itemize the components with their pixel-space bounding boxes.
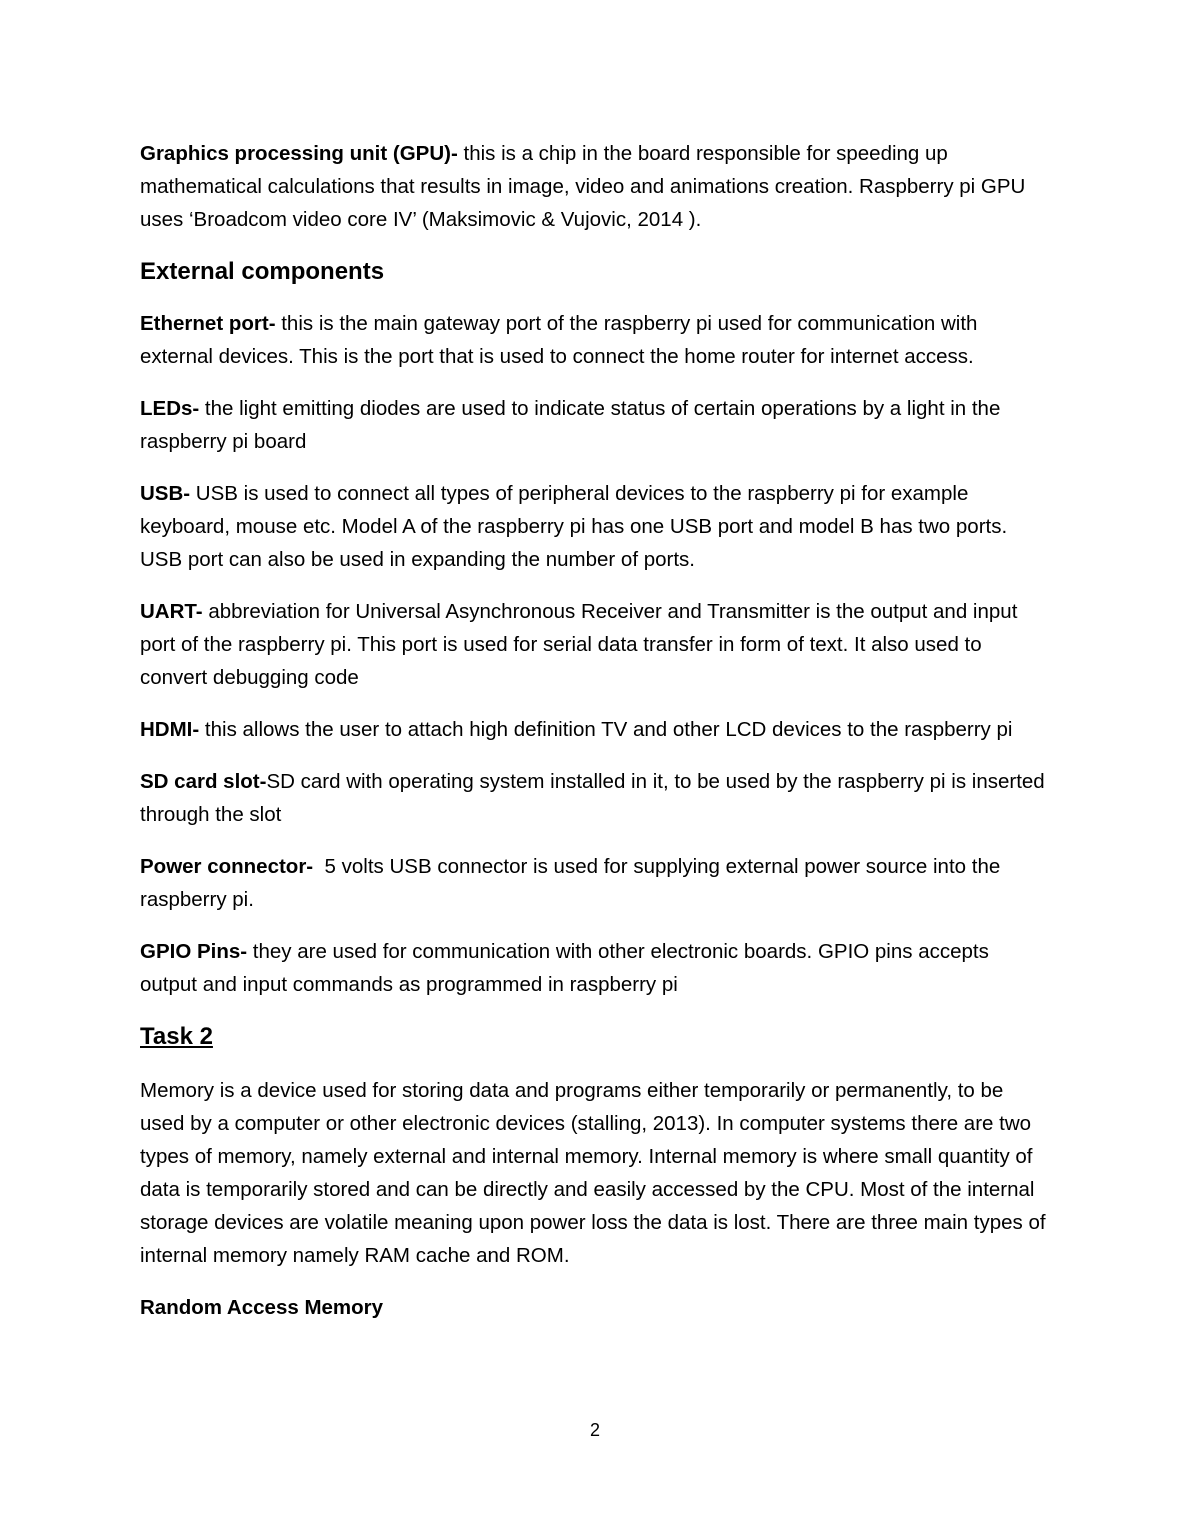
usb-term: USB- — [140, 482, 191, 505]
ethernet-term: Ethernet port- — [140, 312, 276, 335]
hdmi-paragraph — [140, 713, 1050, 746]
gpio-text: they are used for communication with other electronic boards. GPIO pins accepts output and input commands as programmed in raspberry pi — [140, 940, 989, 996]
usb-paragraph — [140, 477, 1050, 576]
gpu-text: this is a chip in the board responsible for speeding up mathematical calculations that results in image, video and animations creation. Raspberry pi GPU uses ‘Broadcom video core IV’ (Maksimovic & Vujovic, 2014 ). — [140, 142, 1026, 231]
ethernet-paragraph — [140, 307, 1050, 373]
hdmi-term: HDMI- — [140, 718, 200, 741]
hdmi-text: this allows the user to attach high definition TV and other LCD devices to the raspberry pi — [199, 718, 1013, 741]
leds-text: the light emitting diodes are used to indicate status of certain operations by a light in the raspberry pi board — [140, 397, 1001, 453]
external-components-heading: External components — [140, 258, 385, 285]
document-page — [140, 137, 1050, 1324]
power-connector-text: 5 volts USB connector is used for supplying external power source into the raspberry pi. — [140, 855, 1006, 911]
ethernet-text: this is the main gateway port of the raspberry pi used for communication with external devices. This is the port that is used to connect the home router for internet access. — [140, 312, 978, 368]
uart-term: UART- — [140, 600, 203, 623]
sd-card-paragraph — [140, 765, 1050, 831]
power-connector-term: Power connector- — [140, 855, 314, 878]
random-access-memory-subheading: Random Access Memory — [140, 1296, 384, 1319]
leds-paragraph — [140, 392, 1050, 458]
uart-text: abbreviation for Universal Asynchronous Receiver and Transmitter is the output and input port of the raspberry pi. This port is used for serial data transfer in form of text. It also used to convert debugging code — [140, 600, 1018, 689]
sd-card-term: SD card slot- — [140, 770, 267, 793]
usb-text: USB is used to connect all types of peripheral devices to the raspberry pi for example keyboard, mouse etc. Model A of the raspberry pi has one USB port and model B has two ports. USB port can also be used in expanding the number of ports. — [140, 482, 1008, 571]
gpu-paragraph — [140, 137, 1050, 236]
power-connector-paragraph — [140, 850, 1050, 916]
gpio-paragraph — [140, 935, 1050, 1001]
memory-paragraph: Memory is a device used for storing data and programs either temporarily or permanently, to be used by a computer or other electronic devices (stalling, 2013). In computer systems there are two types of memory, namely external and internal memory. Internal memory is where small quantity of data is temporarily stored and can be directly and easily accessed by the CPU. Most of the internal storage devices are volatile meaning upon power loss the data is lost. There are three main types of internal memory namely RAM cache and ROM. — [140, 1079, 1046, 1267]
page-number: 2 — [589, 1420, 600, 1440]
gpu-term: Graphics processing unit (GPU)- — [140, 142, 458, 165]
task-2-heading: Task 2 — [140, 1023, 213, 1050]
gpio-term: GPIO Pins- — [140, 940, 248, 963]
uart-paragraph — [140, 595, 1050, 694]
sd-card-text: SD card with operating system installed in it, to be used by the raspberry pi is inserted through the slot — [140, 770, 1045, 826]
leds-term: LEDs- — [140, 397, 200, 420]
